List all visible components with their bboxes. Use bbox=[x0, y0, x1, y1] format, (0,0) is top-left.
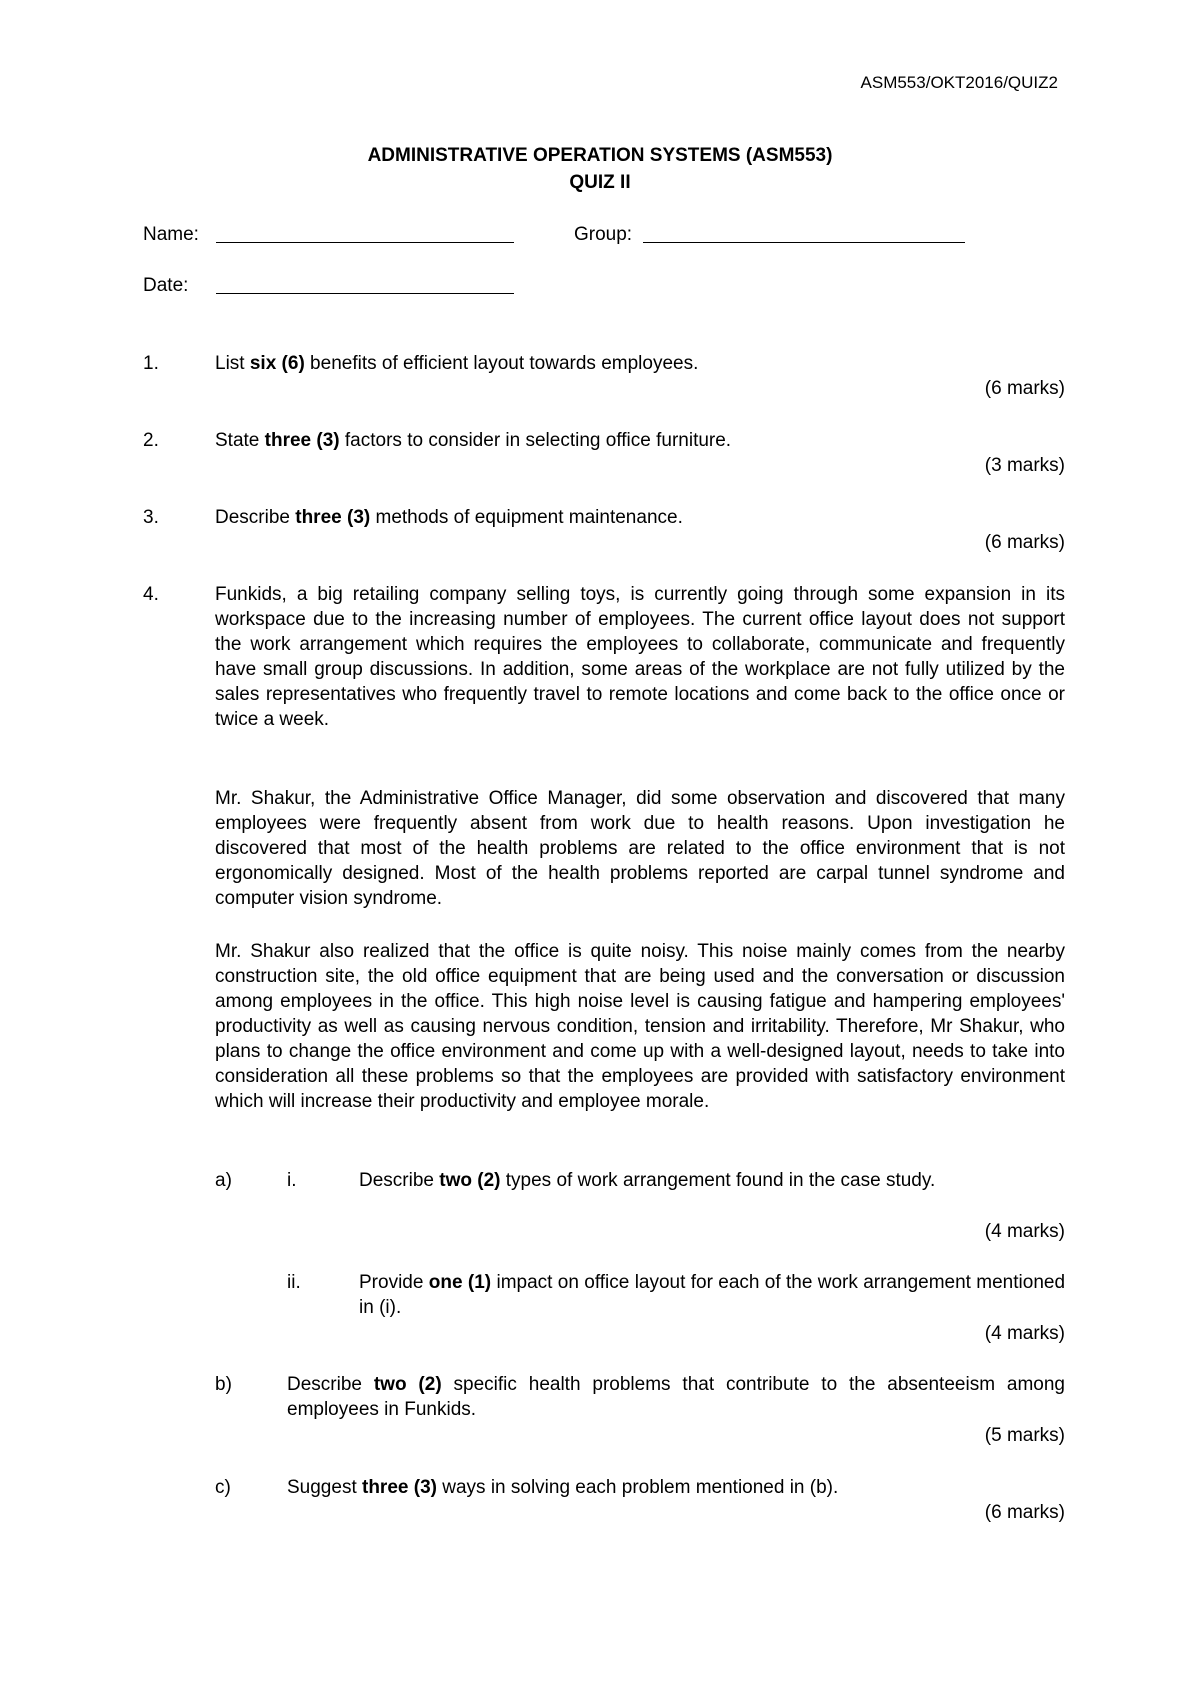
case-paragraph-3: Mr. Shakur also realized that the office is quite noisy. This noise mainly comes from the nearby construction site, the old office equipment that are being used and the conversation or discussion among employees in the office. This high noise level is causing fatigue and hampering employees' productivity as well as causing nervous condition, tension and irritability. Therefore, Mr Shakur, who plans to change the office environment and come up with a well-designed layout, needs to take into consideration all these problems so that the employees are provided with satisfactory environment which will increase their productivity and employee morale. bbox=[215, 941, 1065, 1112]
subquestion-marks: (4 marks) bbox=[984, 1221, 1065, 1242]
subquestion-marks: (6 marks) bbox=[984, 1502, 1065, 1523]
name-field[interactable] bbox=[216, 242, 514, 243]
subquestion-text-pre: Suggest bbox=[287, 1477, 362, 1498]
subquestion-letter: b) bbox=[215, 1374, 232, 1395]
subquestion-text bbox=[359, 1270, 1065, 1320]
subquestion-text-bold: three (3) bbox=[362, 1477, 437, 1498]
question-number: 3. bbox=[143, 507, 159, 528]
subquestion-marks: (5 marks) bbox=[984, 1425, 1065, 1446]
date-field[interactable] bbox=[216, 293, 514, 294]
subquestion-roman: ii. bbox=[287, 1272, 301, 1293]
document-title: ADMINISTRATIVE OPERATION SYSTEMS (ASM553) bbox=[367, 145, 833, 166]
subquestion-text-pre: Describe bbox=[287, 1374, 374, 1395]
question-text-post: methods of equipment maintenance. bbox=[370, 507, 683, 528]
subquestion-text-bold: two (2) bbox=[373, 1374, 442, 1395]
document-subtitle: QUIZ II bbox=[569, 172, 631, 193]
subquestion-letter: c) bbox=[215, 1477, 231, 1498]
case-paragraph-1: Funkids, a big retailing company selling toys, is currently going through some expansion in its workspace due to the increasing number of employees. The current office layout does not support the work arrangement which requires the employees to collaborate, communicate and frequently have small group discussions. In addition, some areas of the workplace are not fully utilized by the sales representatives who frequently travel to remote locations and come back to the office once or twice a week. bbox=[215, 584, 1065, 730]
question-number: 4. bbox=[143, 584, 159, 605]
question-text-post: benefits of efficient layout towards employees. bbox=[304, 353, 699, 374]
subquestion-text-post: ways in solving each problem mentioned in (b). bbox=[436, 1477, 839, 1498]
group-label: Group: bbox=[574, 224, 633, 245]
question-number: 1. bbox=[143, 353, 159, 374]
question-text-pre: Describe bbox=[215, 507, 296, 528]
case-paragraph-2: Mr. Shakur, the Administrative Office Manager, did some observation and discovered that many employees were frequently absent from work due to health reasons. Upon investigation he discovered that most of the health problems are related to the office environment that is not ergonomically designed. Most of the health problems reported are carpal tunnel syndrome and computer vision syndrome. bbox=[215, 788, 1065, 909]
subquestion-text-post: specific health problems that contribute to the absenteeism among employees in Funkids. bbox=[287, 1374, 1065, 1420]
subquestion-marks: (4 marks) bbox=[984, 1323, 1065, 1344]
date-label: Date: bbox=[143, 275, 189, 296]
question-marks: (3 marks) bbox=[984, 455, 1065, 476]
subquestion-text-bold: two (2) bbox=[439, 1170, 501, 1191]
question-text bbox=[215, 428, 1065, 453]
question-text-bold: six (6) bbox=[249, 353, 305, 374]
question-text bbox=[215, 505, 1065, 530]
question-marks: (6 marks) bbox=[984, 532, 1065, 553]
question-number: 2. bbox=[143, 430, 159, 451]
question-text-bold: three (3) bbox=[264, 430, 340, 451]
question-text-pre: List bbox=[215, 353, 250, 374]
subquestion-text-post: types of work arrangement found in the case study. bbox=[500, 1170, 936, 1191]
subquestion-text-bold: one (1) bbox=[428, 1272, 492, 1293]
subquestion-text bbox=[359, 1168, 1065, 1193]
question-text-pre: State bbox=[215, 430, 265, 451]
subquestion-text-post: impact on office layout for each of the work arrangement mentioned in (i). bbox=[359, 1272, 1066, 1318]
subquestion-roman: i. bbox=[287, 1170, 297, 1191]
subquestion-text-pre: Describe bbox=[359, 1170, 440, 1191]
subquestion-text bbox=[287, 1372, 1065, 1422]
question-marks: (6 marks) bbox=[984, 378, 1065, 399]
name-label: Name: bbox=[143, 224, 199, 245]
group-field[interactable] bbox=[643, 242, 965, 243]
subquestion-text bbox=[287, 1475, 1065, 1500]
question-text bbox=[215, 351, 1065, 376]
question-text-post: factors to consider in selecting office furniture. bbox=[339, 430, 732, 451]
document-code: ASM553/OKT2016/QUIZ2 bbox=[860, 73, 1058, 92]
subquestion-text-pre: Provide bbox=[359, 1272, 429, 1293]
subquestion-letter: a) bbox=[215, 1170, 232, 1191]
question-text-bold: three (3) bbox=[295, 507, 371, 528]
